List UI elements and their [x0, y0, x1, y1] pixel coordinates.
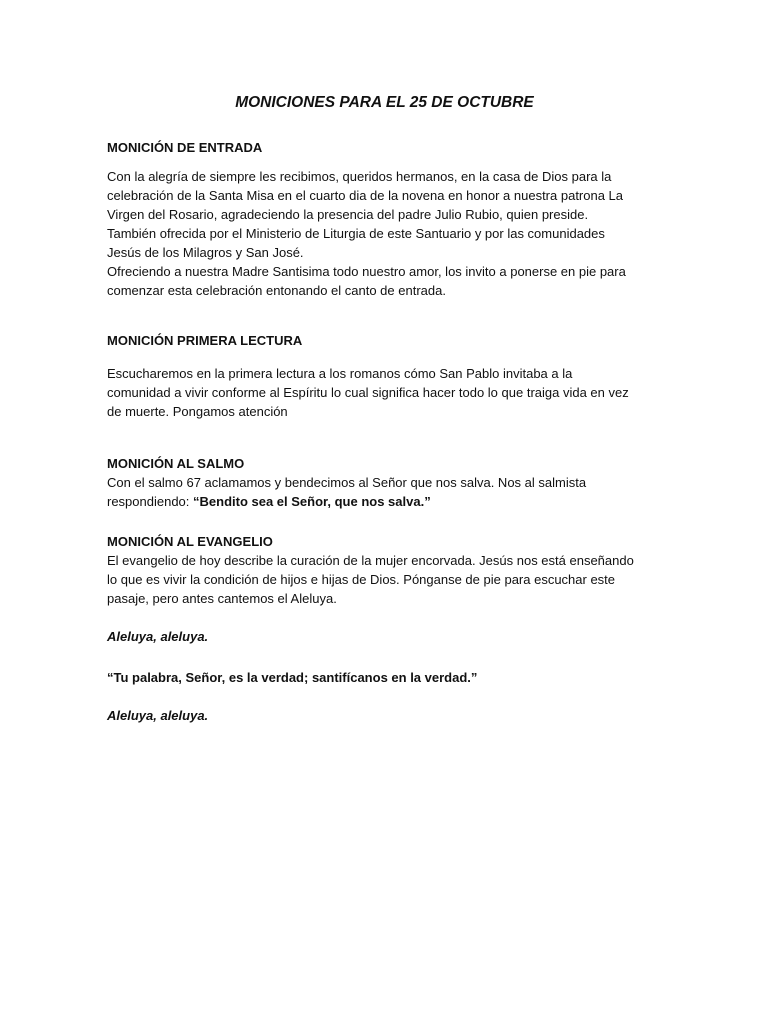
- salmo-response: “Bendito sea el Señor, que nos salva.”: [193, 494, 431, 509]
- paragraph-entrada: [107, 167, 667, 300]
- heading-primera-lectura: MONICIÓN PRIMERA LECTURA: [107, 333, 303, 348]
- text-line: Con la alegría de siempre les recibimos, queridos hermanos, en la casa de Dios para la: [107, 169, 612, 184]
- aleluya-first: Aleluya, aleluya.: [107, 629, 209, 644]
- text-line: [107, 492, 667, 511]
- text-line: celebración de la Santa Misa en el cuarto dia de la novena en honor a nuestra patrona La: [107, 188, 624, 203]
- paragraph-primera-lectura: [107, 364, 667, 421]
- text-line: comunidad a vivir conforme al Espíritu lo cual significa hacer todo lo que traiga vida en vez: [107, 385, 629, 400]
- text-line: Ofreciendo a nuestra Madre Santisima todo nuestro amor, los invito a ponerse en pie para: [107, 264, 626, 279]
- heading-entrada: MONICIÓN DE ENTRADA: [107, 140, 263, 155]
- text-line: También ofrecida por el Ministerio de Liturgia de este Santuario y por las comunidades: [107, 226, 605, 241]
- text-line: El evangelio de hoy describe la curación de la mujer encorvada. Jesús nos está enseñando: [107, 553, 634, 568]
- heading-salmo: MONICIÓN AL SALMO: [107, 456, 245, 471]
- text-line: Con el salmo 67 aclamamos y bendecimos al Señor que nos salva. Nos al salmista: [107, 475, 587, 490]
- aleluya-second: Aleluya, aleluya.: [107, 708, 209, 723]
- text-prefix: respondiendo:: [107, 494, 194, 509]
- heading-evangelio: MONICIÓN AL EVANGELIO: [107, 534, 273, 549]
- text-line: Escucharemos en la primera lectura a los romanos cómo San Pablo invitaba a la: [107, 366, 573, 381]
- text-line: lo que es vivir la condición de hijos e hijas de Dios. Pónganse de pie para escuchar este: [107, 572, 616, 587]
- text-line: comenzar esta celebración entonando el canto de entrada.: [107, 283, 446, 298]
- gospel-verse: “Tu palabra, Señor, es la verdad; santifícanos en la verdad.”: [107, 670, 478, 685]
- text-line: pasaje, pero antes cantemos el Aleluya.: [107, 591, 337, 606]
- paragraph-salmo: [107, 473, 667, 511]
- text-line: de muerte. Pongamos atención: [107, 404, 288, 419]
- paragraph-evangelio: [107, 551, 667, 608]
- document-title: MONICIONES PARA EL 25 DE OCTUBRE: [235, 94, 534, 111]
- text-line: Jesús de los Milagros y San José.: [107, 245, 304, 260]
- text-line: Virgen del Rosario, agradeciendo la presencia del padre Julio Rubio, quien preside.: [107, 207, 589, 222]
